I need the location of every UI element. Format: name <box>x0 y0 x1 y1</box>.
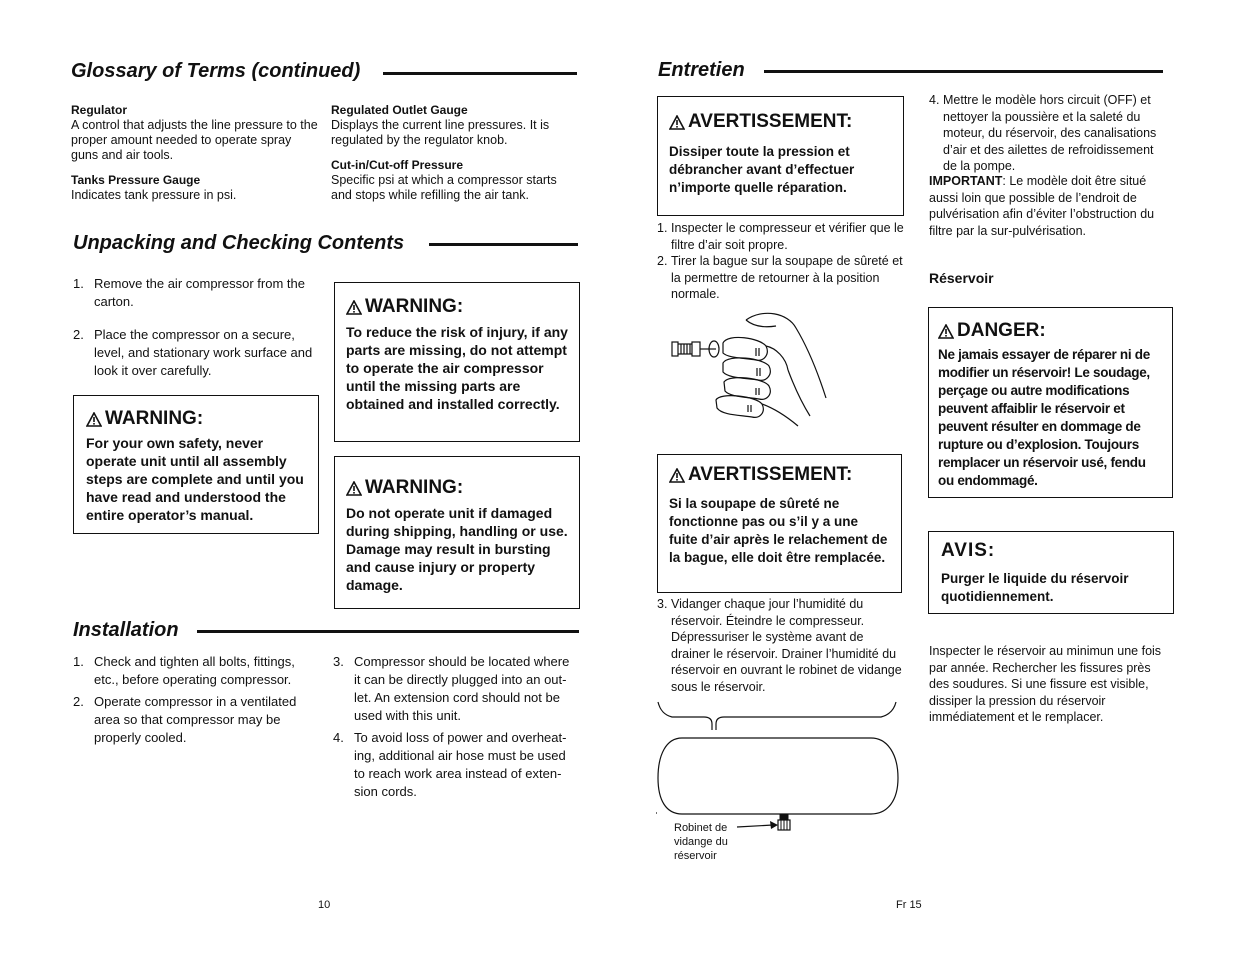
glossary-heading: Glossary of Terms (continued) <box>71 60 361 82</box>
page-number-right: Fr 15 <box>896 899 922 911</box>
warning-box-damaged <box>334 456 580 609</box>
warning-box-missing-parts <box>334 282 580 442</box>
unpacking-steps <box>73 275 323 380</box>
warning-text: Do not operate unit if damaged during shipping, handling or use. Damage may result in bursting and cause injury or property damage. <box>346 505 568 593</box>
warning-triangle-icon <box>938 324 954 339</box>
entretien-step-4 <box>929 92 1164 175</box>
avertissement-box-depressurize <box>657 96 904 216</box>
warning-triangle-icon <box>346 481 362 496</box>
list-item: 3. Vidanger chaque jour l’humidité du réservoir. Éteindre le compresseur. Dépressuriser le système avant de drainer le réservoir. Drainer l’humidité du réservoir en ouvrant le robinet de vidange sous le réservoir. <box>657 597 902 694</box>
list-item: 1. Remove the air compressor from the carton. <box>73 276 305 309</box>
glossary-heading-rule <box>383 72 577 75</box>
avis-box <box>928 531 1174 614</box>
list-item: 2. Tirer la bague sur la soupape de sûreté et la permettre de retourner à la position normale. <box>657 254 903 301</box>
installation-heading-rule <box>197 630 579 633</box>
warning-title: WARNING: <box>86 408 306 430</box>
entretien-step-3 <box>657 596 902 695</box>
glossary-term: Regulated Outlet Gauge <box>331 103 468 117</box>
avertissement-box-safety-valve <box>657 454 902 593</box>
avis-text: Purger le liquide du réservoir quotidiennement. <box>941 571 1129 604</box>
glossary-definition: Displays the current line pressures. It is regulated by the regulator knob. <box>331 118 550 147</box>
list-item: 4. Mettre le modèle hors circuit (OFF) et nettoyer la poussière et la saleté du moteur, du réservoir, des canalisations d’air et des ailettes de refroidissement de la pompe. <box>929 93 1157 173</box>
list-item: 1. Check and tighten all bolts, fittings, etc., before operating compressor. <box>73 654 295 687</box>
avertissement-text: Si la soupape de sûreté ne fonctionne pas ou s’il y a une fuite d’air après le relachement de la bague, elle doit être remplacée. <box>669 496 888 565</box>
glossary-entry-tanks-pressure-gauge <box>71 173 321 203</box>
glossary-term: Regulator <box>71 103 128 117</box>
warning-text: To reduce the risk of injury, if any parts are missing, do not attempt to operate the air compressor until the missing parts are obtained and installed correctly. <box>346 324 568 412</box>
list-item: 3. Compressor should be located where it can be directly plugged into an outlet. An extension cord should not be used with this unit. <box>333 654 570 723</box>
glossary-entry-cut-in-cut-off <box>331 158 571 203</box>
unpacking-heading: Unpacking and Checking Contents <box>73 232 405 254</box>
drain-valve-label: Robinet de vidange du réservoir <box>674 822 728 862</box>
avertissement-text: Dissiper toute la pression et débrancher avant d’effectuer n’importe quelle réparation. <box>669 144 855 195</box>
reservoir-inspection-text: Inspecter le réservoir au minimun une fois par année. Rechercher les fissures près des soudures. Si une fissure est visible, dissiper la pression du réservoir immédiatement et le remplacer. <box>929 644 1162 724</box>
installation-steps-col1 <box>73 653 313 747</box>
warning-box-operator-manual <box>73 395 319 534</box>
warning-title: WARNING: <box>346 296 568 318</box>
list-item: 2. Place the compressor on a secure, level, and stationary work surface and look it over carefully. <box>73 327 313 378</box>
warning-triangle-icon <box>669 115 685 130</box>
important-text: : Le modèle doit être situé aussi loin que possible de l’endroit de pulvérisation afin d’éviter l’obstruction du filtre par la sur-pulvérisation. <box>929 174 1155 238</box>
glossary-definition: Specific psi at which a compressor starts and stops while refilling the air tank. <box>331 173 557 202</box>
danger-box-reservoir <box>928 307 1173 498</box>
tank-drain-illustration <box>656 700 901 835</box>
unpacking-heading-rule <box>429 243 578 246</box>
installation-steps-col2 <box>333 653 579 801</box>
glossary-term: Cut-in/Cut-off Pressure <box>331 158 463 172</box>
warning-triangle-icon <box>669 468 685 483</box>
reservoir-heading: Réservoir <box>929 270 994 286</box>
glossary-definition: A control that adjusts the line pressure to the proper amount needed to operate spray guns and air tools. <box>71 118 318 162</box>
list-item: 2. Operate compressor in a ventilated area so that compressor may be properly cooled. <box>73 694 297 745</box>
installation-heading: Installation <box>73 619 179 641</box>
important-label: IMPORTANT <box>929 174 1003 188</box>
page-number-left: 10 <box>318 899 331 911</box>
avertissement-title: AVERTISSEMENT: <box>669 464 890 486</box>
avertissement-title: AVERTISSEMENT: <box>669 111 892 133</box>
warning-title: WARNING: <box>346 477 568 499</box>
glossary-term: Tanks Pressure Gauge <box>71 173 201 187</box>
avis-title: AVIS: <box>941 540 996 561</box>
glossary-entry-regulator <box>71 103 321 163</box>
warning-text: For your own safety, never operate unit until all assembly steps are complete and until you have read and understood the entire operator’s manual. <box>86 435 304 523</box>
glossary-definition: Indicates tank pressure in psi. <box>71 188 237 202</box>
list-item: 1. Inspecter le compresseur et vérifier que le filtre d’air soit propre. <box>657 221 904 252</box>
entretien-heading: Entretien <box>658 59 745 81</box>
warning-triangle-icon <box>346 300 362 315</box>
danger-title: DANGER: <box>938 320 1163 342</box>
entretien-steps-1-2 <box>657 220 907 303</box>
glossary-entry-regulated-outlet-gauge <box>331 103 571 148</box>
safety-valve-hand-illustration <box>668 308 828 433</box>
warning-triangle-icon <box>86 412 102 427</box>
important-note <box>929 173 1164 239</box>
entretien-heading-rule <box>764 70 1163 73</box>
list-item: 4. To avoid loss of power and overheating, additional air hose must be used to reach work area instead of extension cords. <box>333 730 567 799</box>
danger-text: Ne jamais essayer de réparer ni de modifier un réservoir! Le soudage, perçage ou autre modifications peuvent affaiblir le réservoir et peuvent résulter en dommage de rupture ou d’explosion. Toujours remplacer un réservoir usé, fendu ou endommagé. <box>938 347 1150 488</box>
